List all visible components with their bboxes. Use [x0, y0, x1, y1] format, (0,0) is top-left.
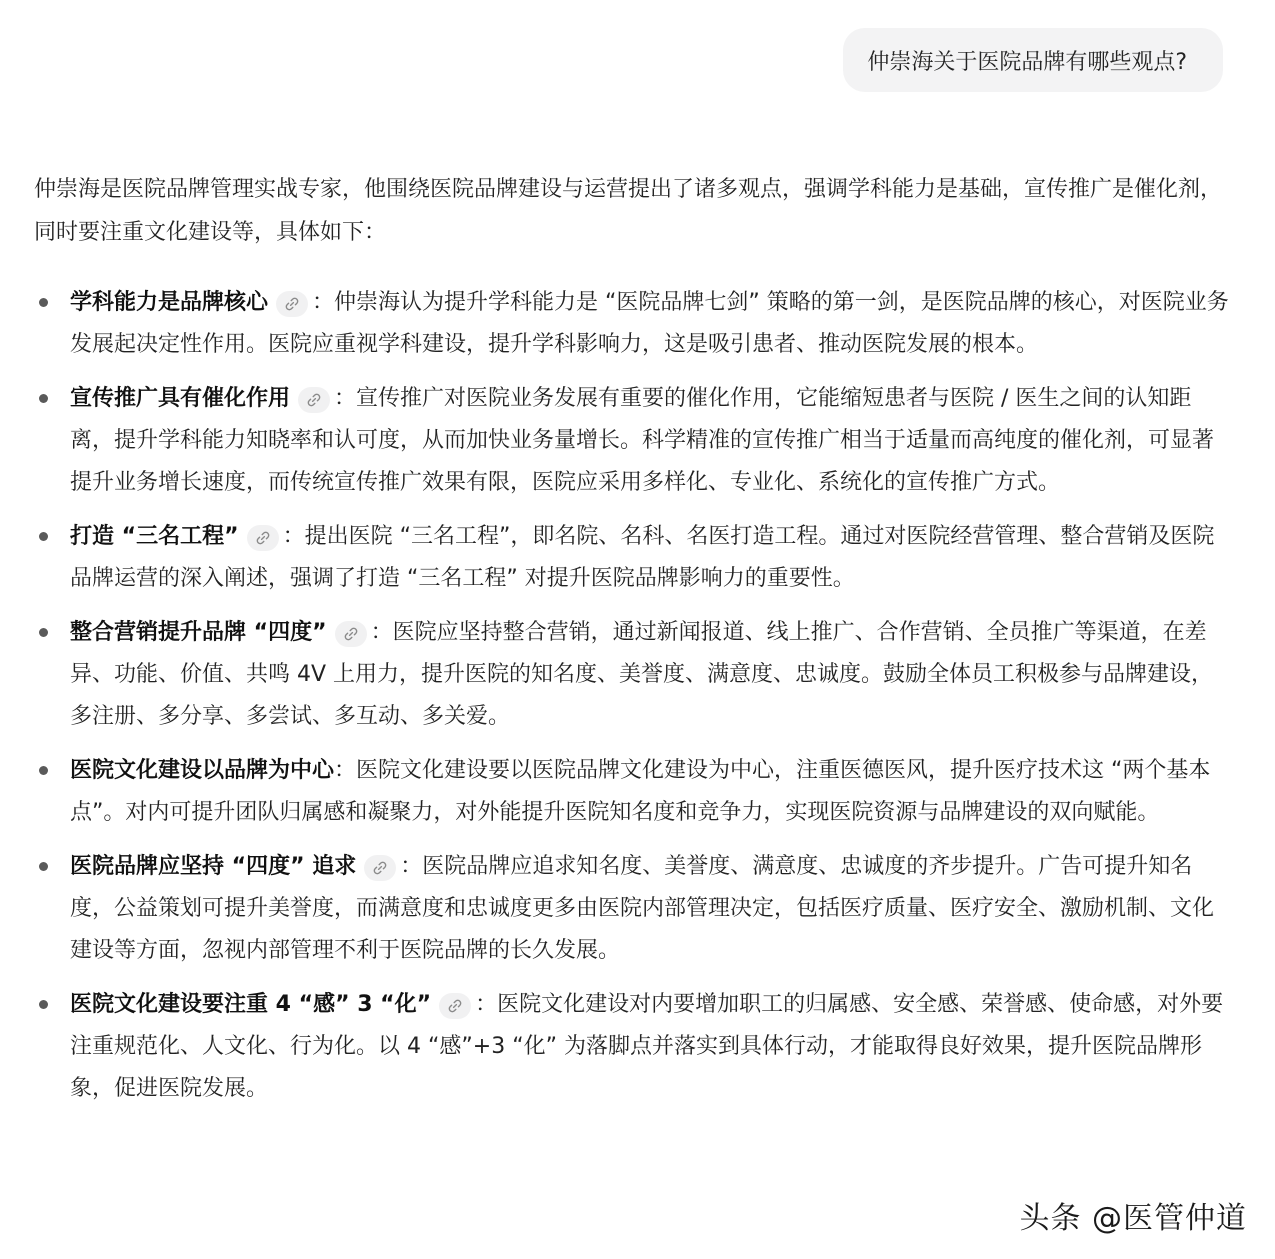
- link-icon[interactable]: [364, 855, 396, 881]
- point-title: 打造 “三名工程”: [70, 524, 239, 549]
- list-item: [34, 750, 1229, 834]
- assistant-answer: [34, 168, 1229, 1122]
- point-text: ：医院文化建设对内要增加职工的归属感、安全感、荣誉感、使命感，对外要注重规范化、人文化、行为化。以 4 “感”+3 “化” 为落脚点并落实到具体行动，才能取得良好效果，提升医院品牌形象，促进医院发展。: [70, 992, 1224, 1101]
- link-icon[interactable]: [335, 621, 367, 647]
- point-text: ：仲崇海认为提升学科能力是 “医院品牌七剑” 策略的第一剑，是医院品牌的核心，对医院业务发展起决定性作用。医院应重视学科建设，提升学科影响力，这是吸引患者、推动医院发展的根本。: [70, 290, 1229, 357]
- point-title: 学科能力是品牌核心: [70, 290, 269, 315]
- list-item: [34, 612, 1229, 738]
- list-item: [34, 516, 1229, 600]
- bullet-dot-icon: [39, 532, 48, 541]
- bullet-dot-icon: [39, 394, 48, 403]
- watermark: 头条 @医管仲道: [1019, 1201, 1247, 1236]
- link-icon[interactable]: [247, 525, 279, 551]
- point-title: 医院文化建设要注重 4 “感” 3 “化”: [70, 992, 432, 1017]
- link-icon[interactable]: [276, 291, 308, 317]
- list-item: [34, 282, 1229, 366]
- answer-points-list: [34, 282, 1229, 1110]
- list-item: [34, 378, 1229, 504]
- list-item: [34, 846, 1229, 972]
- bullet-dot-icon: [39, 862, 48, 871]
- link-icon[interactable]: [298, 387, 330, 413]
- point-text: ：提出医院 “三名工程”，即名院、名科、名医打造工程。通过对医院经营管理、整合营销及医院品牌运营的深入阐述，强调了打造 “三名工程” 对提升医院品牌影响力的重要性。: [70, 524, 1215, 591]
- answer-intro: 仲崇海是医院品牌管理实战专家，他围绕医院品牌建设与运营提出了诸多观点，强调学科能力是基础，宣传推广是催化剂，同时要注重文化建设等，具体如下：: [34, 177, 1223, 245]
- point-text: ：医院应坚持整合营销，通过新闻报道、线上推广、合作营销、全员推广等渠道，在差异、功能、价值、共鸣 4V 上用力，提升医院的知名度、美誉度、满意度、忠诚度。鼓励全体员工积极参与品牌建设，多注册、多分享、多尝试、多互动、多关爱。: [70, 620, 1214, 729]
- point-title: 医院品牌应坚持 “四度” 追求: [70, 854, 357, 879]
- bullet-dot-icon: [39, 1000, 48, 1009]
- bullet-dot-icon: [39, 766, 48, 775]
- user-message-text: 仲崇海关于医院品牌有哪些观点?: [867, 49, 1187, 75]
- point-text: ：宣传推广对医院业务发展有重要的催化作用，它能缩短患者与医院 / 医生之间的认知距离，提升学科能力知晓率和认可度，从而加快业务量增长。科学精准的宣传推广相当于适量而高纯度的催化剂，可显著提升业务增长速度，而传统宣传推广效果有限，医院应采用多样化、专业化、系统化的宣传推广方式。: [70, 386, 1215, 495]
- bullet-dot-icon: [39, 298, 48, 307]
- list-item: [34, 984, 1229, 1110]
- bullet-dot-icon: [39, 628, 48, 637]
- point-text: ：医院文化建设要以医院品牌文化建设为中心，注重医德医风，提升医疗技术这 “两个基本点”。对内可提升团队归属感和凝聚力，对外能提升医院知名度和竞争力，实现医院资源与品牌建设的双向赋能。: [70, 758, 1211, 825]
- link-icon[interactable]: [439, 993, 471, 1019]
- user-message-bubble: [843, 28, 1223, 92]
- point-title: 医院文化建设以品牌为中心: [70, 758, 335, 783]
- point-title: 宣传推广具有催化作用: [70, 386, 291, 411]
- point-title: 整合营销提升品牌 “四度”: [70, 620, 327, 645]
- point-text: ：医院品牌应追求知名度、美誉度、满意度、忠诚度的齐步提升。广告可提升知名度，公益策划可提升美誉度，而满意度和忠诚度更多由医院内部管理决定，包括医疗质量、医疗安全、激励机制、文化建设等方面，忽视内部管理不利于医院品牌的长久发展。: [70, 854, 1215, 963]
